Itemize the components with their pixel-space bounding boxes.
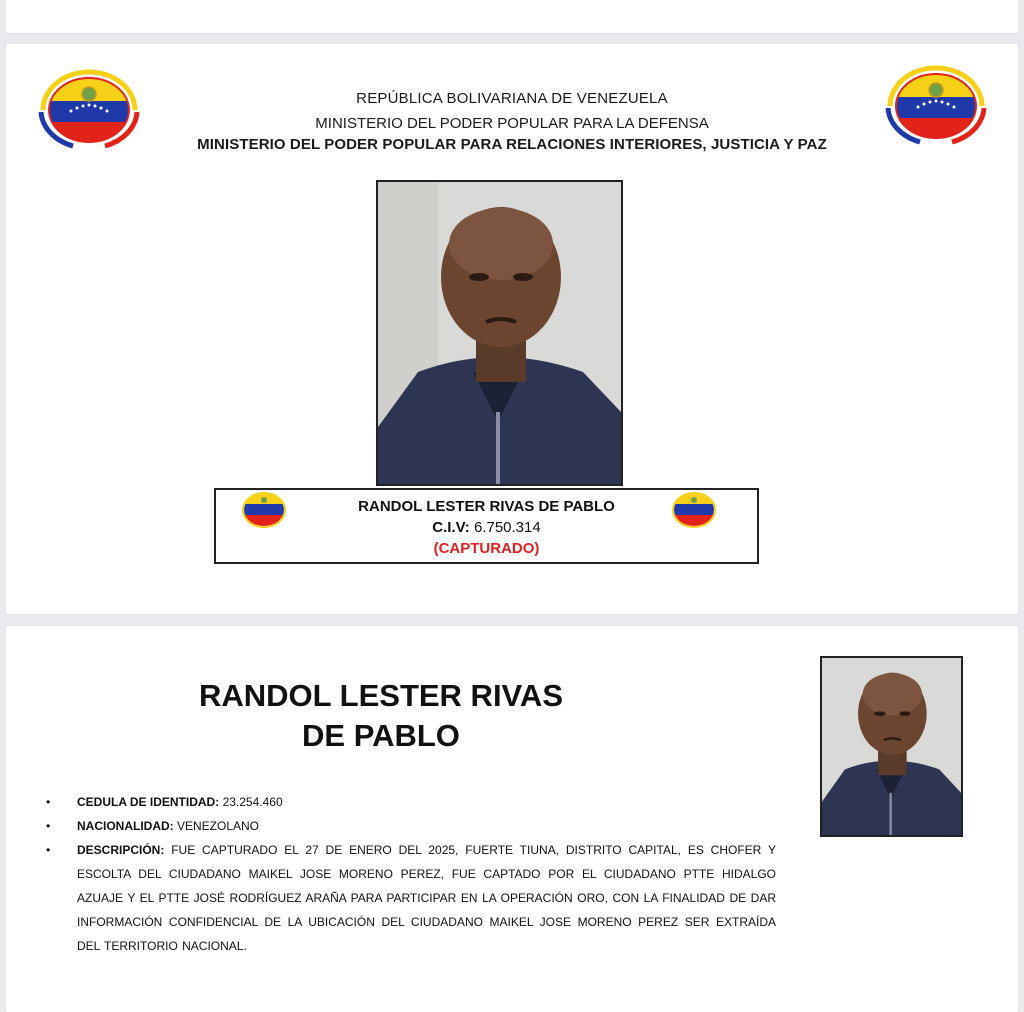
header-republic: REPÚBLICA BOLIVARIANA DE VENEZUELA <box>356 90 668 107</box>
civ-line <box>216 519 757 536</box>
civ-label: C.I.V: <box>432 519 470 536</box>
header-defense-ministry: MINISTERIO DEL PODER POPULAR PARA LA DEFENSA <box>315 115 709 132</box>
suspect-photo-large <box>376 180 623 486</box>
profile-name-line1: RANDOL LESTER RIVAS <box>199 678 563 713</box>
civ-value: 6.750.314 <box>473 519 541 536</box>
field-value: VENEZOLANO <box>177 819 260 833</box>
wanted-poster-card <box>6 44 1018 614</box>
field-cedula <box>46 790 776 814</box>
profile-details <box>46 790 776 958</box>
bullet: • <box>46 819 51 833</box>
field-nacionalidad <box>46 814 776 838</box>
profile-name-line2: DE PABLO <box>302 718 460 753</box>
field-label: NACIONALIDAD: <box>77 819 174 833</box>
bullet: • <box>46 843 51 857</box>
field-value: 23.254.460 <box>222 795 283 809</box>
profile-card <box>6 626 1018 1012</box>
status-badge: (CAPTURADO) <box>433 540 540 557</box>
suspect-photo-small <box>820 656 963 837</box>
suspect-name: RANDOL LESTER RIVAS DE PABLO <box>358 498 615 515</box>
header-interior-ministry: MINISTERIO DEL PODER POPULAR PARA RELACIONES INTERIORES, JUSTICIA Y PAZ <box>197 136 827 153</box>
field-label: DESCRIPCIÓN: <box>77 843 165 857</box>
suspect-id-card <box>214 488 759 564</box>
previous-page-card <box>6 0 1018 33</box>
bullet: • <box>46 795 51 809</box>
field-label: CEDULA DE IDENTIDAD: <box>77 795 220 809</box>
field-descripcion <box>46 838 776 958</box>
field-value: FUE CAPTURADO EL 27 DE ENERO DEL 2025, FUERTE TIUNA, DISTRITO CAPITAL, ES CHOFER Y ESCOLTA DEL CIUDADANO MAIKEL JOSE MORENO PEREZ, FUE CAPTADO POR EL CIUDADANO PTTE HIDALGO AZUAJE Y EL PTTE JOSÉ RODRÍGUEZ ARAÑA PARA PARTICIPAR EN LA OPERACIÓN ORO, CON LA FINALIDAD DE DAR INFORMACIÓN CONFIDENCIAL DE LA UBICACIÓN DEL CIUDADANO MAIKEL JOSE MORENO PEREZ SER EXTRAÍDA DEL TERRITORIO NACIONAL. <box>77 843 776 953</box>
